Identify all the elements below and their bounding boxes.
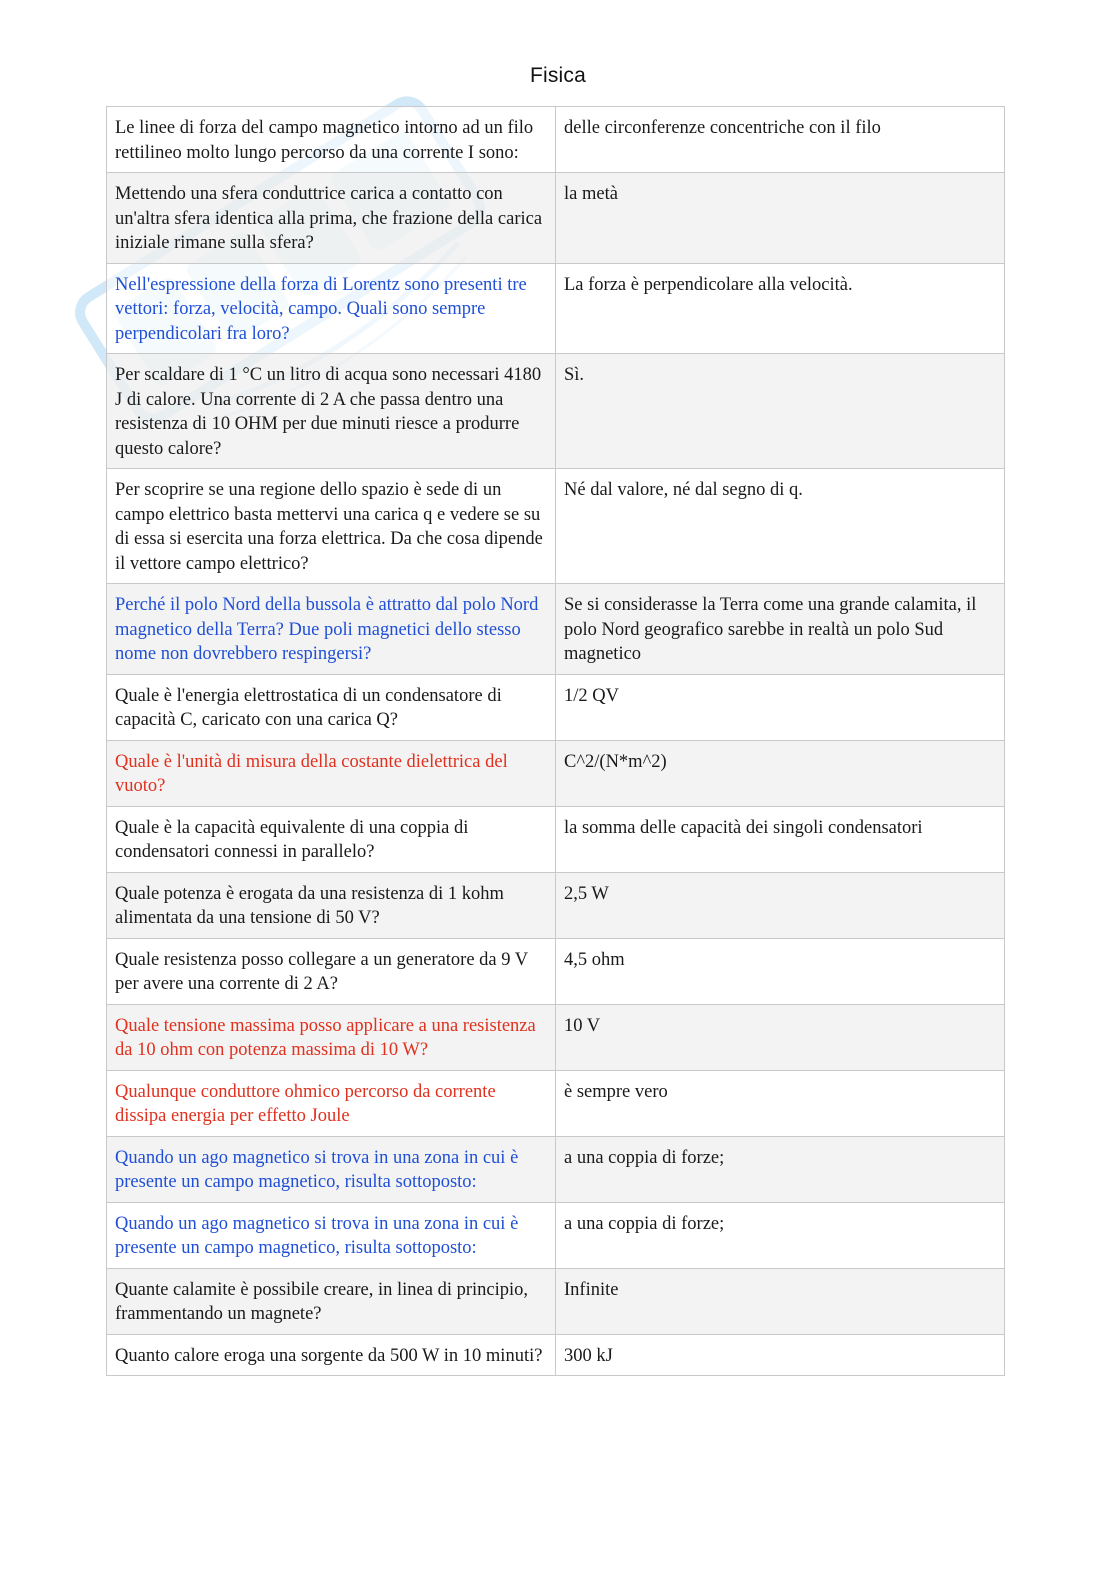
answer-cell: Infinite: [556, 1268, 1005, 1334]
question-cell: Quale è l'unità di misura della costante dielettrica del vuoto?: [107, 740, 556, 806]
question-cell: Perché il polo Nord della bussola è attratto dal polo Nord magnetico della Terra? Due poli magnetici dello stesso nome non dovrebbero respingersi?: [107, 584, 556, 675]
answer-cell: 4,5 ohm: [556, 938, 1005, 1004]
question-cell: Mettendo una sfera conduttrice carica a contatto con un'altra sfera identica alla prima, che frazione della carica iniziale rimane sulla sfera?: [107, 173, 556, 264]
answer-cell: la metà: [556, 173, 1005, 264]
table-row: [107, 263, 1005, 354]
qa-table-body: [107, 107, 1005, 1376]
table-row: [107, 938, 1005, 1004]
table-row: [107, 469, 1005, 584]
answer-cell: Sì.: [556, 354, 1005, 469]
table-row: [107, 354, 1005, 469]
table-row: [107, 674, 1005, 740]
answer-cell: a una coppia di forze;: [556, 1202, 1005, 1268]
answer-cell: 2,5 W: [556, 872, 1005, 938]
question-cell: Quale potenza è erogata da una resistenza di 1 kohm alimentata da una tensione di 50 V?: [107, 872, 556, 938]
table-row: [107, 1070, 1005, 1136]
table-row: [107, 1004, 1005, 1070]
question-cell: Qualunque conduttore ohmico percorso da corrente dissipa energia per effetto Joule: [107, 1070, 556, 1136]
answer-cell: Né dal valore, né dal segno di q.: [556, 469, 1005, 584]
answer-cell: la somma delle capacità dei singoli condensatori: [556, 806, 1005, 872]
question-cell: Per scaldare di 1 °C un litro di acqua sono necessari 4180 J di calore. Una corrente di 2 A che passa dentro una resistenza di 10 OHM per due minuti riesce a produrre questo calore?: [107, 354, 556, 469]
table-row: [107, 1334, 1005, 1376]
table-row: [107, 107, 1005, 173]
table-row: [107, 1268, 1005, 1334]
answer-cell: La forza è perpendicolare alla velocità.: [556, 263, 1005, 354]
table-row: [107, 1136, 1005, 1202]
page-title: Fisica: [529, 64, 587, 87]
question-cell: Quale è l'energia elettrostatica di un condensatore di capacità C, caricato con una carica Q?: [107, 674, 556, 740]
question-cell: Quanto calore eroga una sorgente da 500 W in 10 minuti?: [107, 1334, 556, 1376]
table-row: [107, 740, 1005, 806]
answer-cell: 300 kJ: [556, 1334, 1005, 1376]
question-cell: Quante calamite è possibile creare, in linea di principio, frammentando un magnete?: [107, 1268, 556, 1334]
question-cell: Quando un ago magnetico si trova in una zona in cui è presente un campo magnetico, risulta sottoposto:: [107, 1136, 556, 1202]
qa-table: [106, 106, 1005, 1376]
answer-cell: è sempre vero: [556, 1070, 1005, 1136]
question-cell: Per scoprire se una regione dello spazio è sede di un campo elettrico basta mettervi una carica q e vedere se su di essa si esercita una forza elettrica. Da che cosa dipende il vettore campo elettrico?: [107, 469, 556, 584]
table-row: [107, 872, 1005, 938]
question-cell: Quale resistenza posso collegare a un generatore da 9 V per avere una corrente di 2 A?: [107, 938, 556, 1004]
question-cell: Le linee di forza del campo magnetico intorno ad un filo rettilineo molto lungo percorso da una corrente I sono:: [107, 107, 556, 173]
answer-cell: 1/2 QV: [556, 674, 1005, 740]
question-cell: Quale è la capacità equivalente di una coppia di condensatori connessi in parallelo?: [107, 806, 556, 872]
answer-cell: 10 V: [556, 1004, 1005, 1070]
table-row: [107, 806, 1005, 872]
answer-cell: Se si considerasse la Terra come una grande calamita, il polo Nord geografico sarebbe in realtà un polo Sud magnetico: [556, 584, 1005, 675]
question-cell: Quando un ago magnetico si trova in una zona in cui è presente un campo magnetico, risulta sottoposto:: [107, 1202, 556, 1268]
question-cell: Quale tensione massima posso applicare a una resistenza da 10 ohm con potenza massima di 10 W?: [107, 1004, 556, 1070]
answer-cell: a una coppia di forze;: [556, 1136, 1005, 1202]
answer-cell: C^2/(N*m^2): [556, 740, 1005, 806]
table-row: [107, 584, 1005, 675]
table-row: [107, 1202, 1005, 1268]
table-row: [107, 173, 1005, 264]
question-cell: Nell'espressione della forza di Lorentz sono presenti tre vettori: forza, velocità, campo. Quali sono sempre perpendicolari fra loro?: [107, 263, 556, 354]
answer-cell: delle circonferenze concentriche con il filo: [556, 107, 1005, 173]
